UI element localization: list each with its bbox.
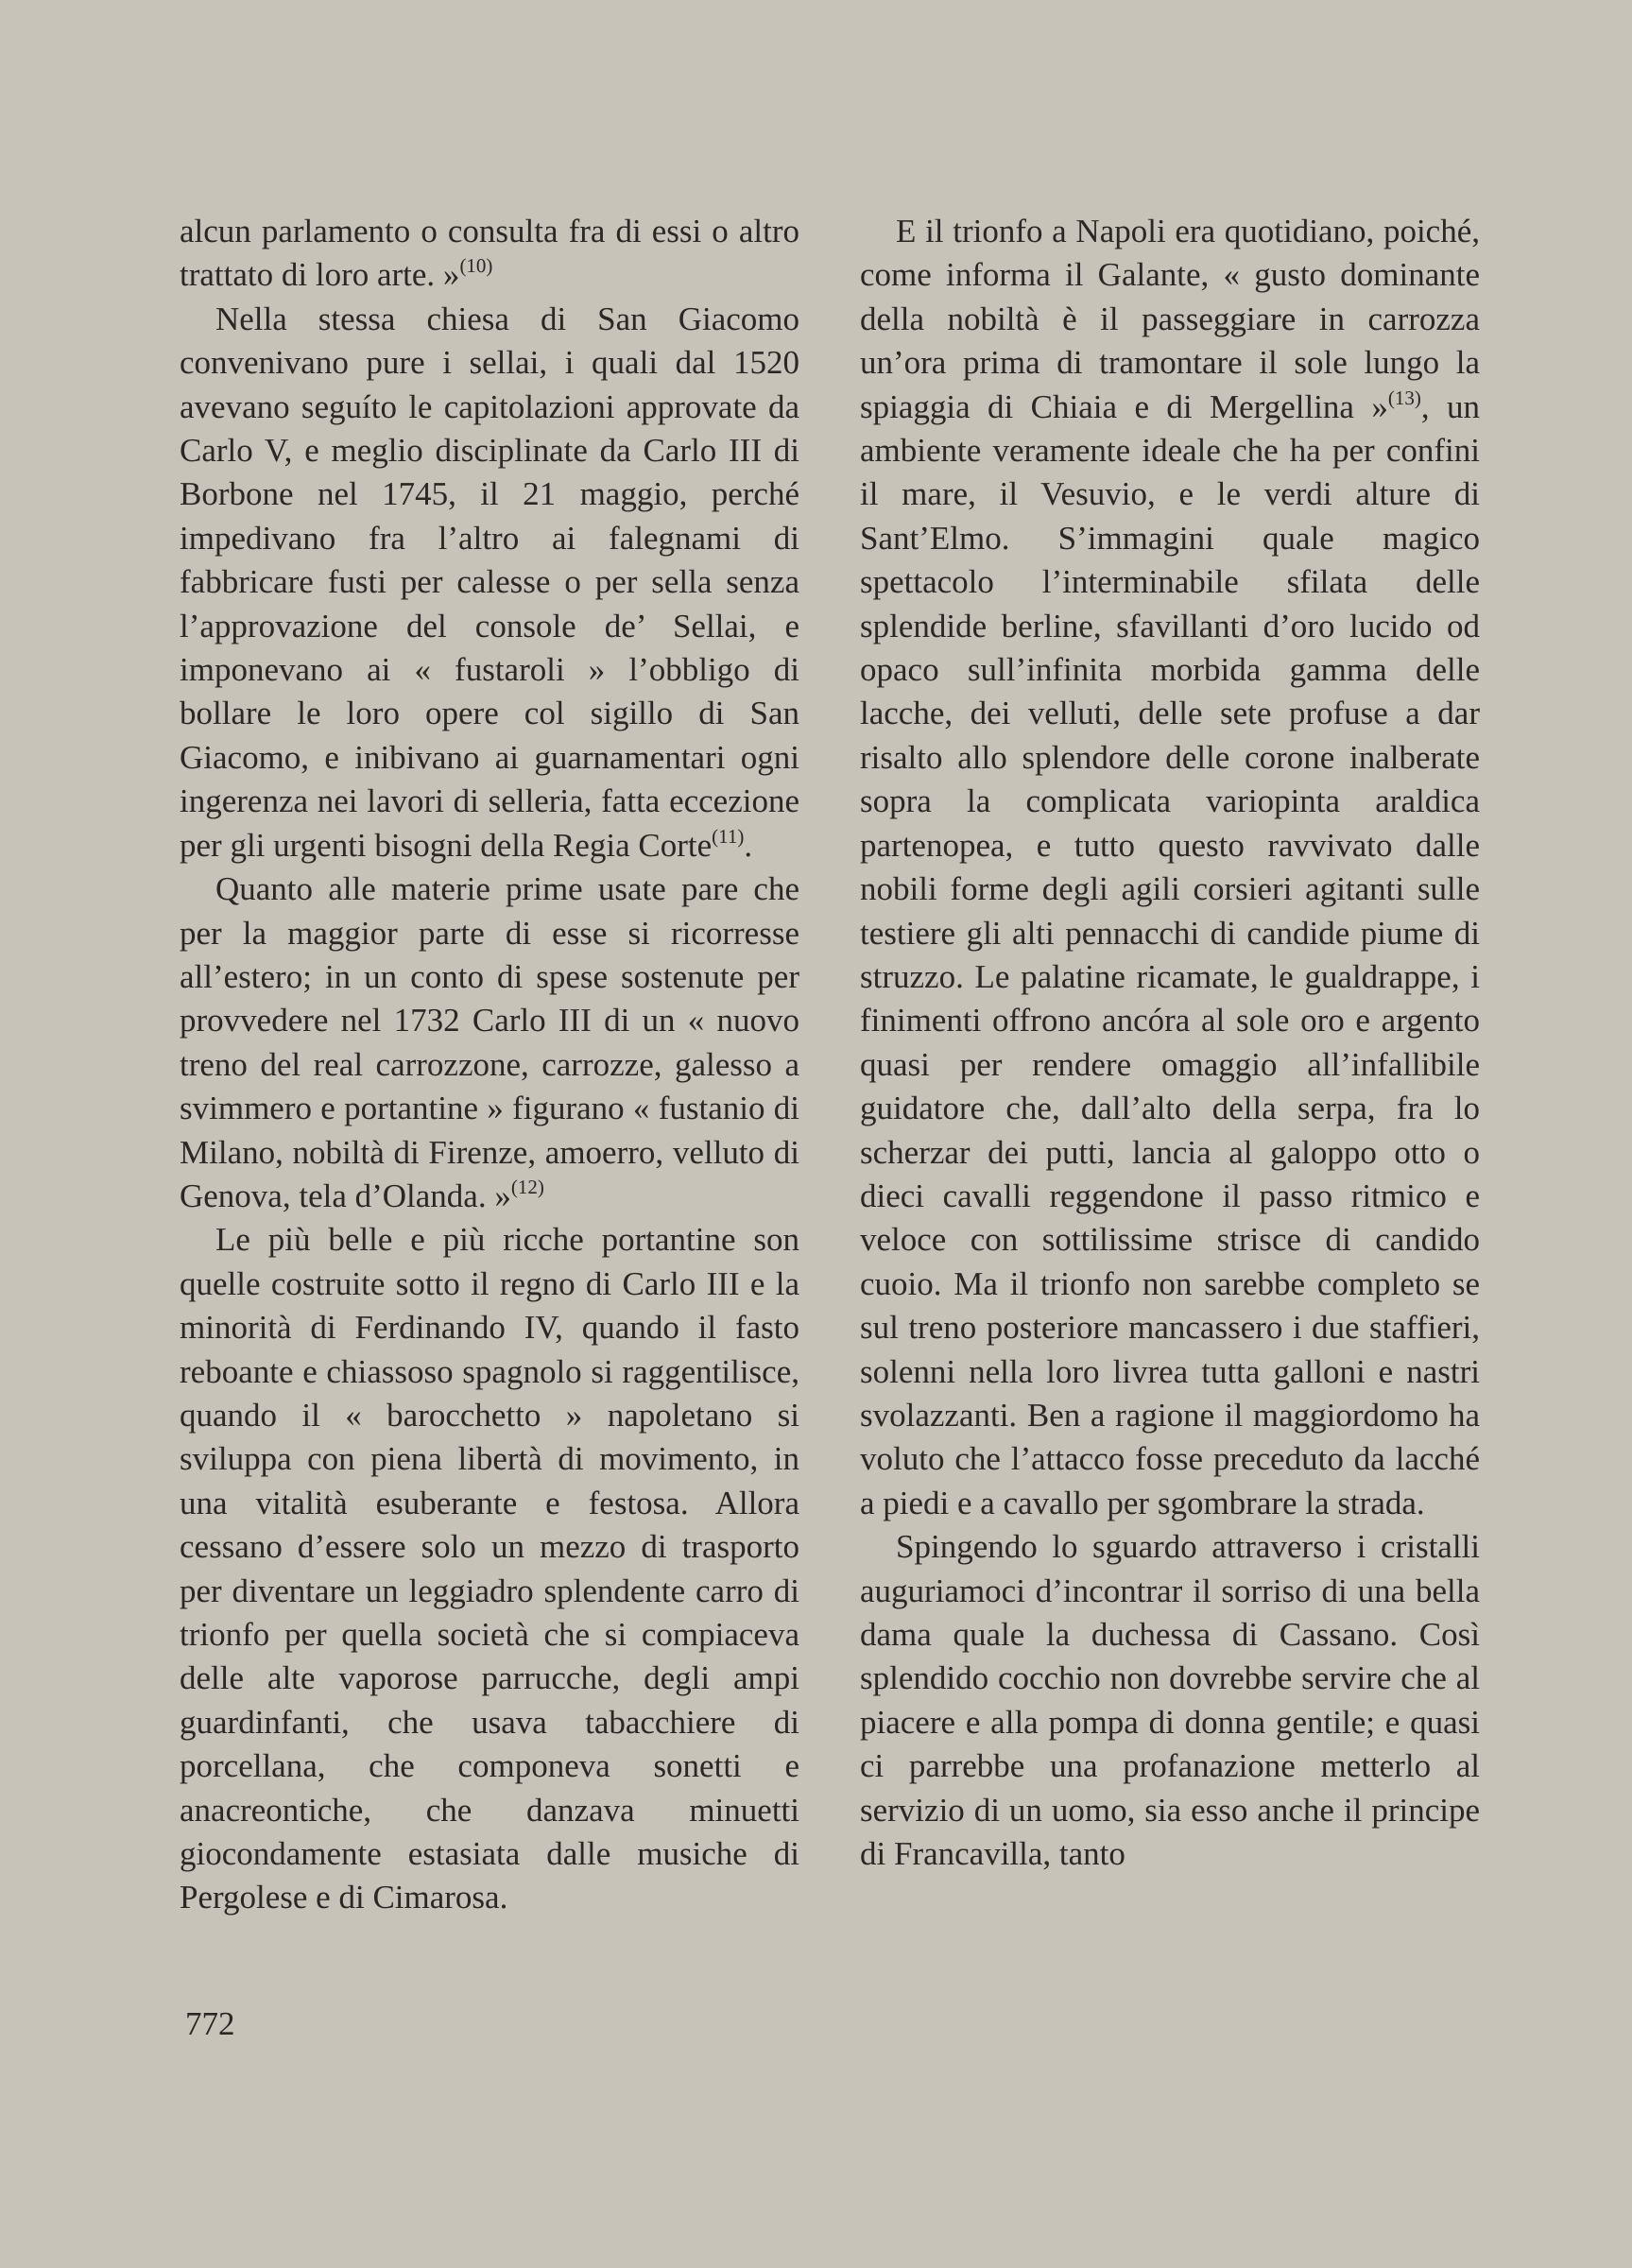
right-text-column xyxy=(860,210,1480,1876)
paragraph xyxy=(860,210,1480,1525)
paragraph-text: Nella stessa chiesa di San Giacomo convenivano pure i sellai, i quali dal 1520 avevano seguíto le capitolazioni approvate da Carlo V, e meglio disciplinate da Carlo III di Borbone nel 1745, il 21 maggio, perché impedivano fra l’altro ai falegnami di fabbricare fusti per calesse o per sella senza l’approvazione del console de’ Sellai, e imponevano ai « fustaroli » l’obbligo di bollare le loro opere col sigillo di San Giacomo, e inibivano ai guarnamentari ogni ingerenza nei lavori di selleria, fatta eccezione per gli urgenti bisogni della Regia Corte xyxy=(180,300,799,864)
footnote-ref: (10) xyxy=(459,254,493,278)
paragraph-text: alcun parlamento o consulta fra di essi o altro trattato di loro arte. » xyxy=(180,213,799,294)
paragraph-text-after-note: , un ambiente veramente ideale che ha per confini il mare, il Vesuvio, e le verdi alture di Sant’Elmo. S’immagini quale magico spettacolo l’interminabile sfilata delle splendide berline, sfavillanti d’oro lucido od opaco sull’infinita morbida gamma delle lacche, dei velluti, delle sete profuse a dar risalto allo splendore delle corone inalberate sopra la complicata variopinta araldica partenopea, e tutto questo ravvivato dalle nobili forme degli agili corsieri agitanti sulle testiere gli alti pennacchi di candide piume di struzzo. Le palatine ricamate, le gualdrappe, i finimenti offrono ancóra al sole oro e argento quasi per rendere omaggio all’infallibile guidatore che, dall’alto della serpa, fra lo scherzar dei putti, lancia al galoppo otto o dieci cavalli reggendone il passo ritmico e veloce con sottilissime strisce di candido cuoio. Ma il trionfo non sarebbe completo se sul treno posteriore mancassero i due staffieri, solenni nella loro livrea tutta galloni e nastri svolazzanti. Ben a ragione il maggiordomo ha voluto che l’attacco fosse preceduto da lacché a piedi e a cavallo per sgombrare la strada. xyxy=(860,387,1480,1521)
paragraph-text: E il trionfo a Napoli era quotidiano, poiché, come informa il Galante, « gusto dominante della nobiltà è il passeggiare in carrozza un’ora prima di tramontare il sole lungo la spiaggia di Chiaia e di Mergellina » xyxy=(860,213,1480,425)
paragraph xyxy=(860,1525,1480,1876)
page-number: 772 xyxy=(185,2005,235,2042)
left-text-column xyxy=(180,210,799,1920)
paragraph xyxy=(180,1218,799,1920)
paragraph xyxy=(180,868,799,1218)
paragraph xyxy=(180,210,799,298)
paragraph-text: Quanto alle materie prime usate pare che per la maggior parte di esse si ricorresse all’estero; in un conto di spese sostenute per provvedere nel 1732 Carlo III di un « nuovo treno del real carrozzone, carrozze, galesso a svimmero e portantine » figurano « fustanio di Milano, nobiltà di Firenze, amoerro, velluto di Genova, tela d’Olanda. » xyxy=(180,870,799,1214)
footnote-ref: (11) xyxy=(712,824,745,848)
footnote-ref: (12) xyxy=(510,1175,544,1198)
paragraph-text-after-note: . xyxy=(744,826,753,864)
paragraph-text: Le più belle e più ricche portantine son quelle costruite sotto il regno di Carlo III e la minorità di Ferdinando IV, quando il fasto reboante e chiassoso spagnolo si raggentilisce, quando il « barocchetto » napoletano si sviluppa con piena libertà di movimento, in una vitalità esuberante e festosa. Allora cessano d’essere solo un mezzo di trasporto per diventare un leggiadro splendente carro di trionfo per quella società che si compiaceva delle alte vaporose parrucche, degli ampi guardinfanti, che usava tabacchiere di porcellana, che componeva sonetti e anacreontiche, che danzava minuetti giocondamente estasiata dalle musiche di Pergolese e di Cimarosa. xyxy=(180,1221,799,1916)
paragraph-text: Spingendo lo sguardo attraverso i cristalli auguriamoci d’incontrar il sorriso di una bella dama quale la duchessa di Cassano. Così splendido cocchio non dovrebbe servire che al piacere e alla pompa di donna gentile; e quasi ci parrebbe una profanazione metterlo al servizio di un uomo, sia esso anche il principe di Francavilla, tanto xyxy=(860,1528,1480,1873)
paragraph xyxy=(180,298,799,868)
footnote-ref: (13) xyxy=(1387,386,1421,409)
